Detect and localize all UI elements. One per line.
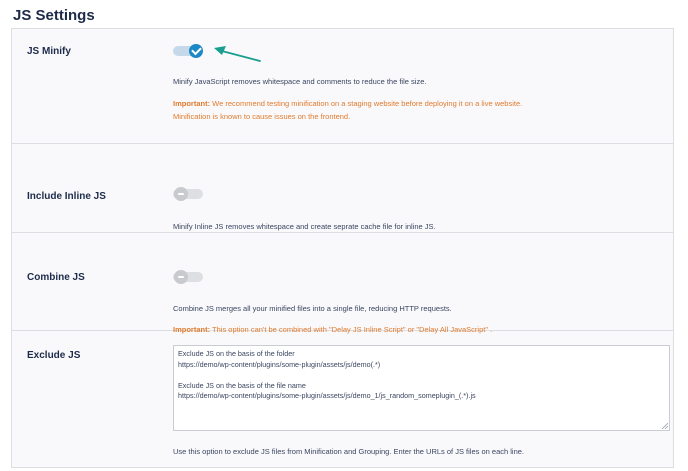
check-icon <box>191 45 202 56</box>
js-minify-section <box>12 29 673 144</box>
toggle-knob <box>189 44 203 58</box>
important-line2: Minification is known to cause issues on the frontend. <box>173 112 351 121</box>
placeholder-line: Exclude JS on the basis of the file name <box>178 380 306 390</box>
combine-js-label: Combine JS <box>27 272 85 283</box>
exclude-js-section <box>12 331 673 471</box>
js-minify-label: JS Minify <box>27 46 71 57</box>
exclude-js-label: Exclude JS <box>27 350 81 361</box>
placeholder-line: https://demo/wp-content/plugins/some-plugin/assets/js/demo_1/js_random_someplugin_(.*).js <box>178 391 476 400</box>
exclude-js-description: Use this option to exclude JS files from Minification and Grouping. Enter the URLs of JS files on each line. <box>173 447 525 456</box>
include-inline-js-label: Include Inline JS <box>27 191 106 202</box>
js-minify-important-note <box>173 97 522 123</box>
important-label: Important: <box>173 99 211 108</box>
annotation-arrow-icon <box>212 43 262 63</box>
important-label: Important: <box>173 325 211 334</box>
placeholder-line: Exclude JS on the basis of the folder <box>178 349 295 358</box>
js-minify-toggle[interactable] <box>173 46 203 56</box>
include-inline-js-description: Minify Inline JS removes whitespace and create seprate cache file for inline JS. <box>173 222 436 231</box>
toggle-knob <box>174 270 188 284</box>
combine-js-description: Combine JS merges all your minified files into a single file, reducing HTTP requests. <box>173 304 452 313</box>
page-title: JS Settings <box>13 7 95 24</box>
settings-panel <box>11 28 674 468</box>
js-minify-description: Minify JavaScript removes whitespace and comments to reduce the file size. <box>173 77 427 86</box>
placeholder-line: https://demo/wp-content/plugins/some-plugin/assets/js/demo(.*) <box>178 359 381 369</box>
resize-handle-icon[interactable] <box>662 423 668 429</box>
combine-js-toggle[interactable] <box>173 272 203 282</box>
toggle-knob <box>174 187 188 201</box>
important-text: We recommend testing minification on a staging website before deploying it on a live website. <box>210 99 523 108</box>
include-inline-js-toggle[interactable] <box>173 189 203 199</box>
important-text: This option can't be combined with "Delay JS Inline Script" or "Delay All JavaScript" . <box>210 325 493 334</box>
exclude-js-textarea[interactable] <box>173 345 670 431</box>
combine-js-section <box>12 233 673 334</box>
include-inline-js-section <box>12 144 673 233</box>
